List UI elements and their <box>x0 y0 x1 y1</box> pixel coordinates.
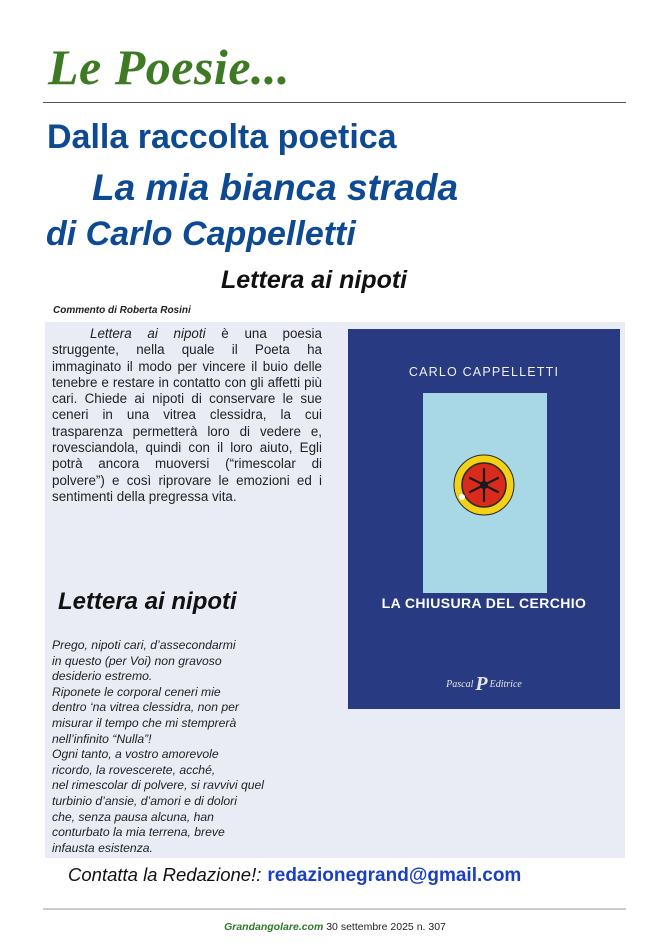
footer <box>0 921 670 933</box>
poem-line: Ogni tanto, a vostro amorevole <box>52 747 219 762</box>
contact-line <box>68 864 521 887</box>
comment-author: Commento di Roberta Rosini <box>53 305 191 316</box>
poem-heading: Lettera ai nipoti <box>221 266 408 294</box>
author-line: di Carlo Cappelletti <box>46 215 356 253</box>
section-heading: Le Poesie... <box>48 39 291 95</box>
circle-emblem-icon <box>452 453 516 517</box>
comment-title-ref: Lettera ai nipoti <box>90 326 206 341</box>
book-author: CARLO CAPPELLETTI <box>408 365 560 379</box>
poem-line: Riponete le corporal ceneri mie <box>52 684 221 699</box>
poem-line: infausta esistenza. <box>52 840 153 855</box>
poem-line: ricordo, la rovescerete, acché, <box>52 762 216 777</box>
poem-line: misurar il tempo che mi stemprerà <box>52 715 237 730</box>
collection-label: Dalla raccolta poetica <box>47 118 397 156</box>
publisher-name: Pascal <box>446 678 474 690</box>
poem-line: Prego, nipoti cari, d’assecondarmi <box>52 638 236 652</box>
publisher-logo: P <box>475 673 488 695</box>
comment-body: è una poesia struggente, nella quale il Poeta ha immaginato il modo per vincere il buio delle tenebre e restare in contatto con gli affetti più cari. Chiede ai nipoti di conservare le sue ceneri in una vitrea clessidra, la cui trasparenza permetterà loro di vedere e, rovesciandola, quindi con il loro aiuto, Egli potrà ancora muoversi (“rimescolar di polvere”) e così riprovare le emozioni ed i sentimenti della pregressa vita. <box>52 326 322 504</box>
top-divider <box>43 102 626 103</box>
poem-line: in questo (per Voi) non gravoso <box>52 653 222 668</box>
poem-line: che, senza pausa alcuna, han <box>52 809 214 824</box>
poem-text <box>52 638 264 856</box>
footer-issue: 30 settembre 2025 n. 307 <box>326 921 446 933</box>
poem-line: desiderio estremo. <box>52 669 153 684</box>
footer-site-link[interactable]: Grandangolare.com <box>224 921 324 933</box>
collection-title: La mia bianca strada <box>92 167 459 208</box>
poem-line: conturbato la mia terrena, breve <box>52 825 225 840</box>
poem-line: nel rimescolar di polvere, si ravvivi quel <box>52 778 265 793</box>
book-title: LA CHIUSURA DEL CERCHIO <box>381 595 587 611</box>
book-publisher <box>348 673 620 696</box>
publisher-suffix: Editrice <box>489 678 522 690</box>
bottom-divider <box>43 908 626 910</box>
contact-email-link[interactable]: redazionegrand@gmail.com <box>267 865 522 886</box>
poem-line: dentro ‘na vitrea clessidra, non per <box>52 700 239 715</box>
book-cover <box>348 329 620 709</box>
comment-text <box>52 326 322 505</box>
poem-line: turbinio d’ansie, d’amori e di dolori <box>52 793 237 808</box>
contact-label: Contatta la Redazione!: <box>68 864 262 885</box>
poem-line: nell’infinito “Nulla”! <box>52 731 152 746</box>
poem-title: Lettera ai nipoti <box>58 588 237 615</box>
